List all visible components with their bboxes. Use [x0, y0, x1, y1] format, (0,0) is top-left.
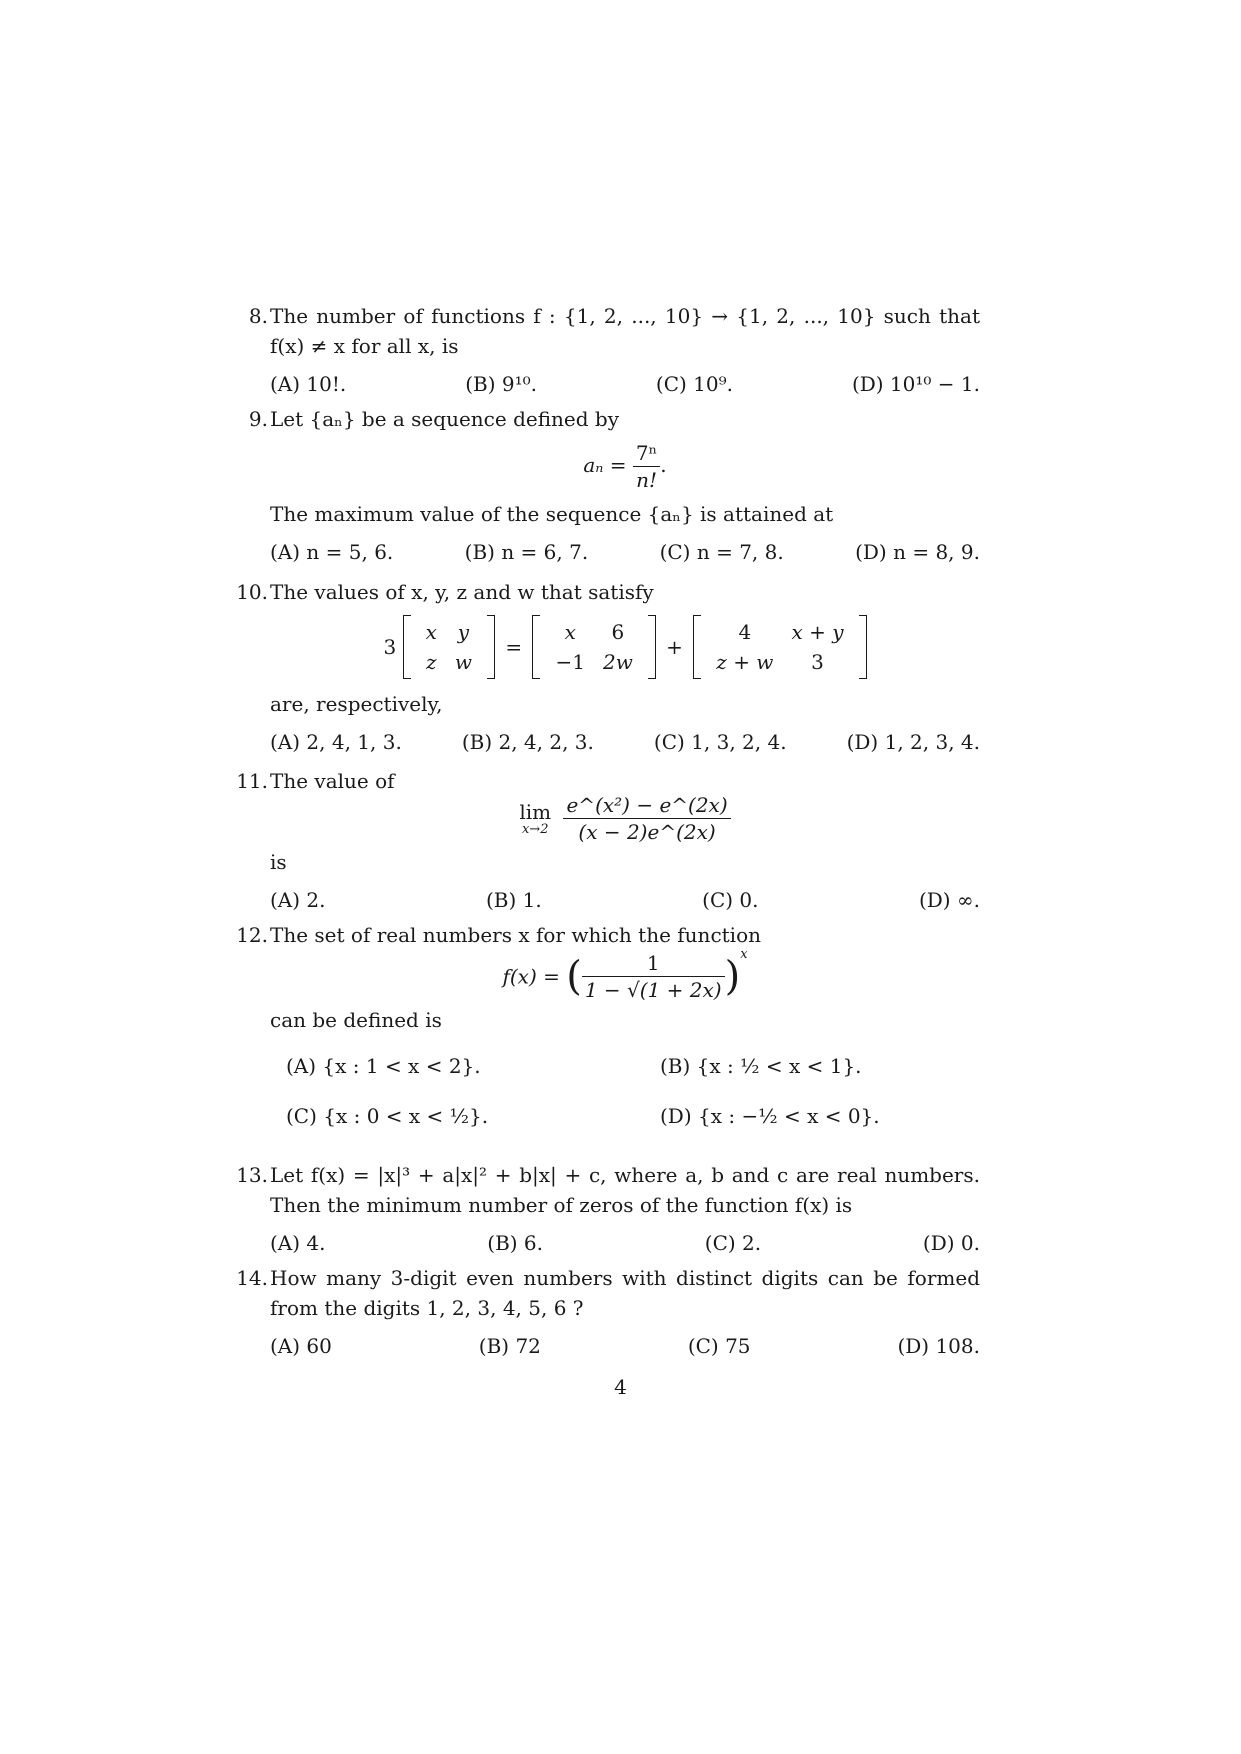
option-a: (A) 2, 4, 1, 3. — [270, 730, 402, 754]
option-c: (C) 2. — [704, 1231, 762, 1255]
option-c: (C) 75 — [687, 1334, 751, 1358]
limit-expression — [270, 792, 980, 845]
options — [270, 1049, 980, 1149]
option-d: (D) n = 8, 9. — [855, 540, 980, 564]
denominator: n! — [633, 466, 660, 493]
denominator: (x − 2)e^(2x) — [563, 818, 730, 845]
option-d: (D) {x : −½ < x < 0}. — [660, 1104, 880, 1128]
question-8 — [248, 301, 980, 399]
question-number: 9. — [248, 407, 268, 431]
numerator: 7ⁿ — [635, 441, 658, 465]
exponent: x — [740, 947, 748, 962]
question-text-line1: Let f(x) = |x|³ + a|x|² + b|x| + c, where a, b and c are real numbers. — [270, 1163, 980, 1187]
question-10 — [236, 577, 980, 757]
question-text-line1: The values of x, y, z and w that satisfy — [270, 580, 654, 604]
option-a: (A) 4. — [270, 1231, 326, 1255]
question-text-line1: The set of real numbers x for which the function — [270, 923, 761, 947]
lim-subscript: x→2 — [521, 821, 549, 837]
eq-lhs: aₙ = — [583, 453, 627, 477]
options — [270, 1331, 980, 1361]
matrix-middle — [532, 615, 655, 679]
question-number: 13. — [236, 1163, 268, 1187]
option-a: (A) 2. — [270, 888, 326, 912]
page-number: 4 — [614, 1375, 627, 1399]
matrix-right — [693, 615, 866, 679]
matrix-left — [403, 615, 495, 679]
eq-tail: . — [660, 453, 667, 477]
question-text-line2: can be defined is — [270, 1008, 442, 1032]
question-text-line2: The maximum value of the sequence {aₙ} is attained at — [270, 502, 834, 526]
matrix-cell: z + w — [716, 650, 774, 674]
option-b: (B) 2, 4, 2, 3. — [461, 730, 594, 754]
question-text-line2: f(x) ≠ x for all x, is — [270, 334, 459, 358]
question-text-line1: How many 3-digit even numbers with distinct digits can be formed — [270, 1266, 980, 1290]
left-paren: ( — [566, 953, 582, 1000]
plus-sign: + — [666, 635, 683, 659]
fraction — [582, 950, 725, 1003]
question-text-line2: from the digits 1, 2, 3, 4, 5, 6 ? — [270, 1296, 584, 1320]
numerator: e^(x²) − e^(2x) — [566, 793, 728, 817]
lim-text: lim — [519, 799, 552, 824]
option-c: (C) {x : 0 < x < ½}. — [286, 1104, 489, 1128]
denominator: 1 − √(1 + 2x) — [582, 976, 725, 1003]
matrix-cell: x — [425, 620, 437, 644]
option-a: (A) {x : 1 < x < 2}. — [286, 1054, 481, 1078]
matrix-equation — [270, 615, 980, 679]
question-12 — [236, 920, 980, 1149]
matrix-cell: x — [564, 620, 576, 644]
fraction — [633, 440, 660, 493]
option-d: (D) ∞. — [918, 888, 980, 912]
option-c: (C) 0. — [702, 888, 759, 912]
question-number: 14. — [236, 1266, 268, 1290]
option-a: (A) 10!. — [270, 372, 347, 396]
option-d: (D) 10¹⁰ − 1. — [851, 372, 980, 396]
equals-sign: = — [505, 635, 523, 659]
option-d: (D) 0. — [922, 1231, 980, 1255]
option-b: (B) {x : ½ < x < 1}. — [660, 1054, 862, 1078]
option-c: (C) 1, 3, 2, 4. — [653, 730, 787, 754]
matrix-cell: −1 — [555, 650, 585, 674]
question-number: 8. — [248, 304, 268, 328]
question-11 — [236, 766, 980, 915]
option-a: (A) 60 — [270, 1334, 332, 1358]
matrix-cell: 4 — [738, 620, 752, 644]
question-number: 11. — [236, 769, 268, 793]
matrix-cell: y — [457, 620, 470, 644]
numerator: 1 — [646, 951, 660, 975]
matrix-cell: 3 — [811, 650, 824, 674]
question-text-line1: The value of — [270, 769, 395, 793]
matrix-cell: z — [425, 650, 437, 674]
options — [270, 1228, 980, 1258]
question-text-line1: The number of functions f : {1, 2, ..., 10} → {1, 2, ..., 10} such that — [270, 304, 980, 328]
option-a: (A) n = 5, 6. — [270, 540, 394, 564]
option-d: (D) 108. — [897, 1334, 980, 1358]
matrix-cell: w — [454, 650, 472, 674]
option-b: (B) 9¹⁰. — [465, 372, 537, 396]
question-text-line2: Then the minimum number of zeros of the function f(x) is — [270, 1193, 853, 1217]
options — [270, 885, 980, 915]
right-paren: ) — [724, 953, 741, 1000]
option-b: (B) 72 — [478, 1334, 541, 1358]
question-number: 12. — [236, 923, 268, 947]
matrix-cell: 2w — [602, 650, 633, 674]
eq-lhs: f(x) = — [502, 964, 560, 989]
question-14 — [236, 1263, 980, 1361]
options — [270, 537, 980, 567]
options — [270, 727, 980, 757]
question-text-line1: Let {aₙ} be a sequence defined by — [270, 407, 620, 431]
option-b: (B) 1. — [485, 888, 542, 912]
option-c: (C) n = 7, 8. — [659, 540, 784, 564]
options — [270, 369, 980, 399]
question-13 — [236, 1160, 980, 1258]
scalar: 3 — [383, 635, 397, 659]
fraction — [563, 792, 730, 845]
option-d: (D) 1, 2, 3, 4. — [846, 730, 980, 754]
function-definition — [270, 947, 980, 1003]
matrix-cell: x + y — [791, 620, 844, 644]
question-text-line2: are, respectively, — [270, 692, 443, 716]
question-9 — [248, 404, 980, 567]
option-c: (C) 10⁹. — [655, 372, 733, 396]
sequence-equation — [270, 440, 980, 493]
option-b: (B) 6. — [487, 1231, 544, 1255]
option-b: (B) n = 6, 7. — [464, 540, 589, 564]
matrix-cell: 6 — [611, 620, 625, 644]
question-text-line2: is — [270, 850, 287, 874]
limit-operator — [519, 801, 551, 837]
question-number: 10. — [236, 580, 268, 604]
